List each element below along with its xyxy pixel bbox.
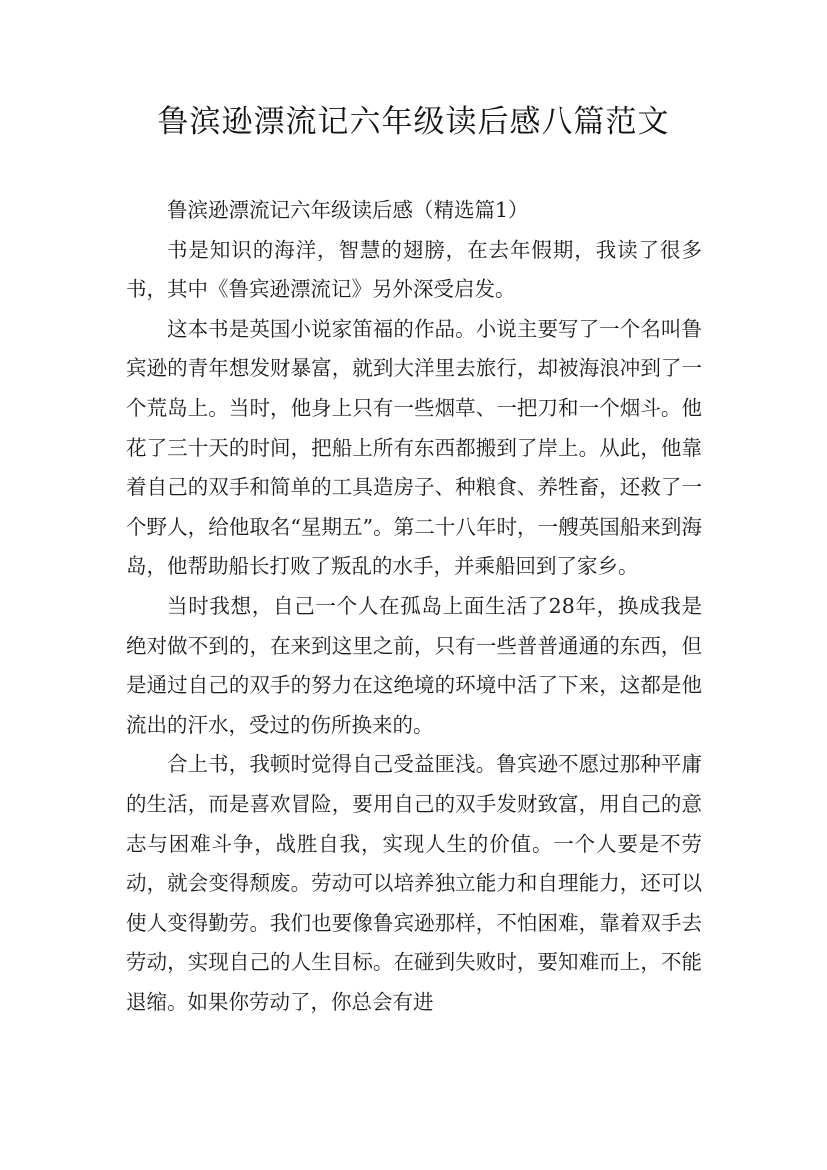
document-title: 鲁滨逊漂流记六年级读后感八篇范文 (157, 104, 670, 140)
paragraph: 这本书是英国小说家笛福的作品。小说主要写了一个名叫鲁宾逊的青年想发财暴富，就到大洋里去旅行，却被海浪冲到了一个荒岛上。当时，他身上只有一些烟草、一把刀和一个烟斗。他花了三十天的时间，把船上所有东西都搬到了岸上。从此，他靠着自己的双手和简单的工具造房子、种粮食、养牲畜，还救了一个野人，给他取名“星期五”。第二十八年时，一艘英国船来到海岛，他帮助船长打败了叛乱的水手，并乘船回到了家乡。 (126, 316, 702, 579)
paragraph: 当时我想，自己一个人在孤岛上面生活了28年，换成我是绝对做不到的，在来到这里之前，只有一些普普通通的东西，但是通过自己的双手的努力在这绝境的环境中活了下来，这都是他流出的汗水，受过的伤所换来的。 (126, 593, 702, 737)
paragraph: 合上书，我顿时觉得自己受益匪浅。鲁宾逊不愿过那种平庸的生活，而是喜欢冒险，要用自己的双手发财致富，用自己的意志与困难斗争，战胜自我，实现人生的价值。一个人要是不劳动，就会变得颓废。劳动可以培养独立能力和自理能力，还可以使人变得勤劳。我们也要像鲁宾逊那样，不怕困难，靠着双手去劳动，实现自己的人生目标。在碰到失败时，要知难而上，不能退缩。如果你劳动了，你总会有进 (126, 752, 702, 1014)
paragraph: 书是知识的海洋，智慧的翅膀，在去年假期，我读了很多书，其中《鲁宾逊漂流记》另外深受启发。 (126, 237, 702, 302)
section-heading: 鲁滨逊漂流记六年级读后感（精选篇1） (167, 198, 529, 222)
document-body (126, 191, 702, 1022)
